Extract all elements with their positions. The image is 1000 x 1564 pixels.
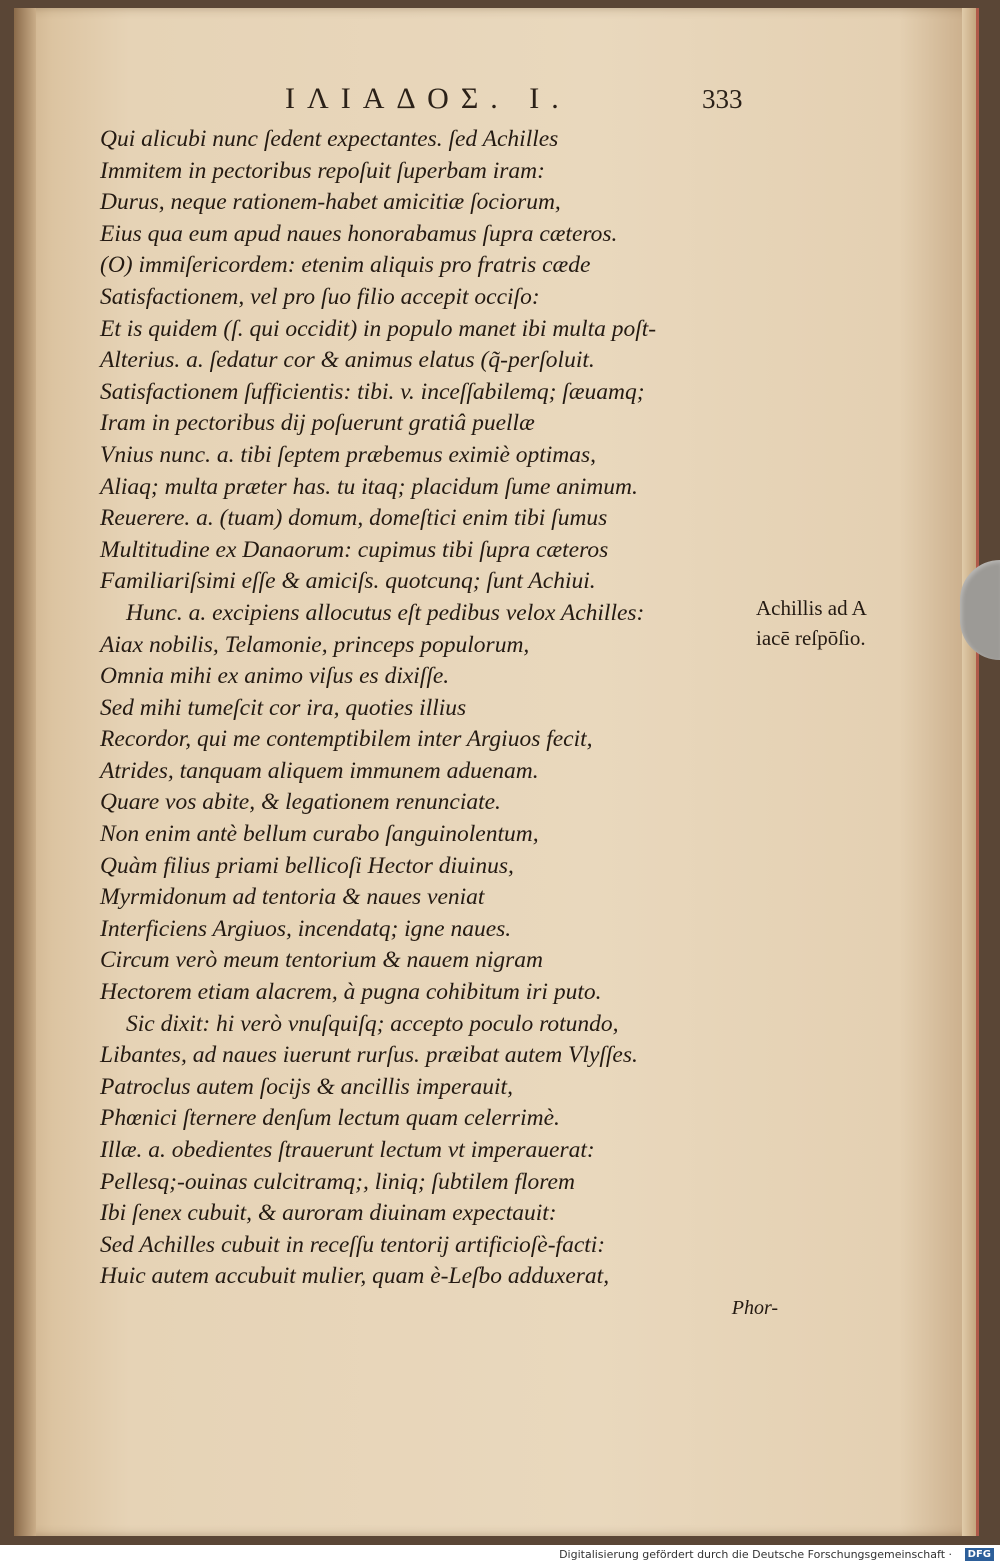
text-line: Reuerere. a. (tuam) domum, domeſtici enim tibi ſumus xyxy=(100,505,608,532)
marginal-note-line: iacē reſpōſio. xyxy=(756,626,866,650)
text-line: Illæ. a. obedientes ſtrauerunt lectum vt imperauerat: xyxy=(100,1137,595,1163)
running-title: ΙΛΙΑΔΟΣ. Ι. xyxy=(285,82,571,115)
text-line: Patroclus autem ſocijs & ancillis imperauit, xyxy=(100,1073,513,1100)
catchword: Phor- xyxy=(731,1296,778,1319)
page-gutter xyxy=(14,8,36,1536)
text-line: Aiax nobilis, Telamonie, princeps populorum, xyxy=(100,631,530,658)
text-line: Eius qua eum apud naues honorabamus ſupra cæteros. xyxy=(100,220,618,247)
text-line: Myrmidonum ad tentoria & naues veniat xyxy=(100,884,485,911)
text-line: Atrides, tanquam aliquem immunem aduenam. xyxy=(100,757,539,784)
text-line: Huic autem accubuit mulier, quam è-Leſbo adduxerat, xyxy=(100,1263,610,1290)
text-line: Aliaq; multa præter has. tu itaq; placidum ſume animum. xyxy=(100,473,638,500)
text-line: Immitem in pectoribus repoſuit ſuperbam iram: xyxy=(100,157,545,184)
text-line: Hunc. a. excipiens allocutus eſt pedibus velox Achilles: xyxy=(126,599,645,626)
text-line: Interficiens Argiuos, incendatq; igne naues. xyxy=(100,915,512,942)
page-edge xyxy=(962,8,976,1536)
digitization-footer xyxy=(0,1545,1000,1564)
dfg-logo: DFG xyxy=(965,1548,994,1561)
text-line: Pellesq;-ouinas culcitramq;, liniq; ſubtilem florem xyxy=(100,1168,575,1195)
text-line: Quàm filius priami bellicoſi Hector diuinus, xyxy=(100,852,514,879)
text-line: Qui alicubi nunc ſedent expectantes. ſed Achilles xyxy=(100,126,559,152)
main-text xyxy=(100,124,778,1325)
text-line: Omnia mihi ex animo viſus es dixiſſe. xyxy=(100,663,450,690)
text-line: Iram in pectoribus dij poſuerunt gratiâ puellæ xyxy=(100,410,535,437)
text-line: Recordor, qui me contemptibilem inter Argiuos fecit, xyxy=(100,726,593,753)
text-line: Sic dixit: hi verò vnuſquiſq; accepto poculo rotundo, xyxy=(126,1010,619,1037)
funding-credit: Digitalisierung gefördert durch die Deutsche Forschungsgemeinschaft · xyxy=(559,1548,952,1561)
text-line: Sed Achilles cubuit in receſſu tentorij artificioſè-facti: xyxy=(100,1231,606,1258)
text-line: Et is quidem (ſ. qui occidit) in populo manet ibi multa poſt- xyxy=(100,315,657,342)
text-line: Familiariſsimi eſſe & amiciſs. quotcunq; ſunt Achiui. xyxy=(100,568,596,595)
page-number: 333 xyxy=(702,84,743,114)
text-line: Vnius nunc. a. tibi ſeptem præbemus eximiè optimas, xyxy=(100,441,597,468)
text-line: Durus, neque rationem-habet amicitiæ ſociorum, xyxy=(100,189,561,216)
text-line: Satisfactionem ſufficientis: tibi. v. inceſſabilemq; ſæuamq; xyxy=(100,378,645,405)
page-header xyxy=(0,82,1000,122)
text-line: Alterius. a. ſedatur cor & animus elatus (q̃-perſoluit. xyxy=(100,347,595,374)
text-line: Libantes, ad naues iuerunt rurſus. præibat autem Vlyſſes. xyxy=(100,1042,638,1069)
marginal-note xyxy=(756,593,867,653)
text-line: Circum verò meum tentorium & nauem nigram xyxy=(100,947,543,974)
text-line: Non enim antè bellum curabo ſanguinolentum, xyxy=(100,821,539,848)
text-line: (O) immiſericordem: etenim aliquis pro fratris cæde xyxy=(100,252,591,279)
text-line: Ibi ſenex cubuit, & auroram diuinam expectauit: xyxy=(100,1200,557,1227)
text-line: Satisfactionem, vel pro ſuo filio accepit occiſo: xyxy=(100,283,540,310)
text-line: Quare vos abite, & legationem renunciate. xyxy=(100,789,501,816)
text-line: Sed mihi tumeſcit cor ira, quoties illius xyxy=(100,694,467,721)
marginal-note-line: Achillis ad A xyxy=(756,596,867,620)
text-line: Multitudine ex Danaorum: cupimus tibi ſupra cæteros xyxy=(100,536,609,563)
text-line: Hectorem etiam alacrem, à pugna cohibitum iri puto. xyxy=(100,979,602,1006)
text-line: Phœnici ſternere denſum lectum quam celerrimè. xyxy=(100,1105,560,1132)
